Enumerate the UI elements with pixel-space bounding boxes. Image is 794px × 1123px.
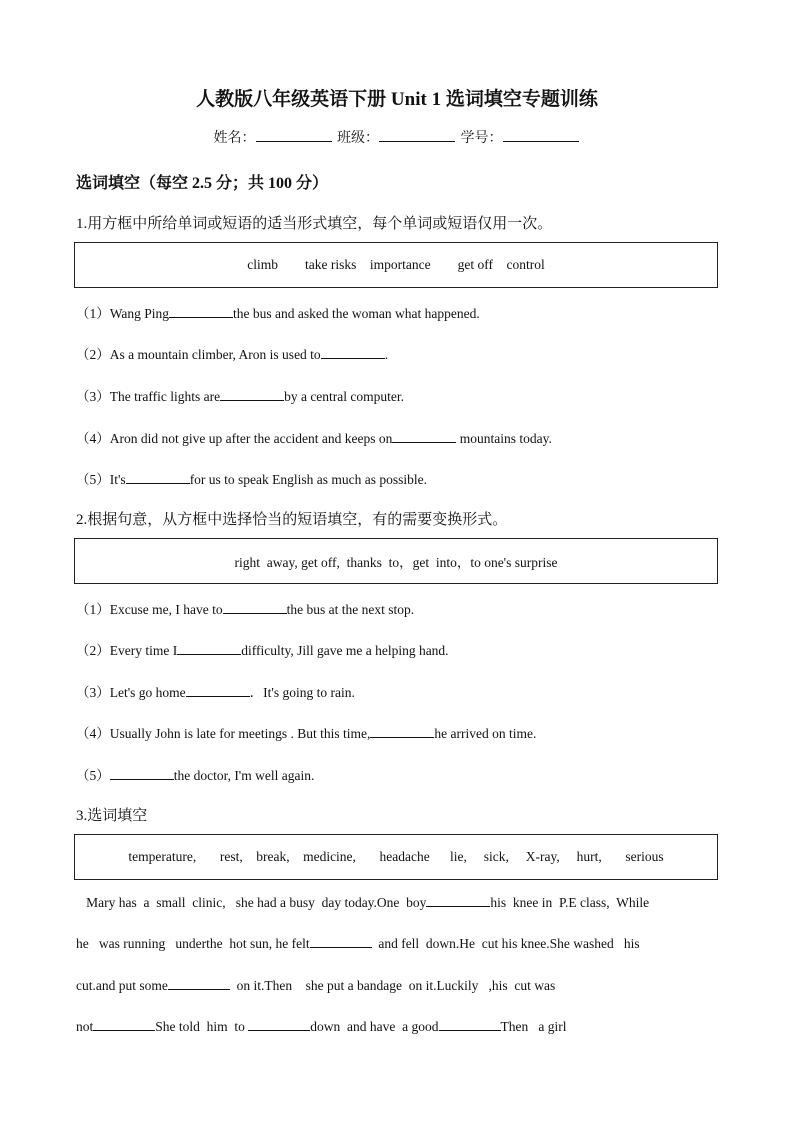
section-title: 选词填空（每空 2.5 分；共 100 分） [76, 175, 329, 192]
answer-blank[interactable] [177, 642, 241, 655]
id-field[interactable] [503, 127, 579, 142]
q2-title: 2.根据句意，从方框中选择恰当的短语填空，有的需要变换形式。 [76, 512, 508, 528]
passage-text: cut.and put some [76, 978, 168, 993]
passage-line [76, 894, 649, 911]
item-text: Wang Ping [109, 306, 170, 321]
q1-box-words: climb take risks importance get off control [247, 257, 545, 272]
item-number: （4） [76, 726, 110, 741]
answer-blank[interactable] [168, 977, 230, 990]
answer-blank[interactable] [223, 601, 287, 614]
q3-word-box [74, 834, 718, 880]
q1-item [76, 427, 552, 447]
item-text: It's [109, 472, 126, 487]
answer-blank[interactable] [126, 471, 190, 484]
passage-line [76, 935, 640, 952]
item-text: Aron did not give up after the accident and keeps on [109, 431, 393, 446]
passage-line [76, 1018, 566, 1035]
passage-text: his knee in P.E class, While [490, 895, 650, 910]
q3-title: 3.选词填空 [76, 808, 148, 824]
item-text: . [384, 347, 389, 362]
item-number: （4） [76, 431, 110, 446]
item-text: Excuse me, I have to [109, 602, 223, 617]
item-text: ．It's going to rain. [249, 685, 355, 700]
item-text: by a central computer. [284, 389, 405, 404]
item-text: The traffic lights are [109, 389, 221, 404]
passage-text: not [76, 1019, 94, 1034]
item-text: Every time I [109, 643, 178, 658]
passage-text: down and have a good [310, 1019, 439, 1034]
answer-blank[interactable] [248, 1018, 310, 1031]
q2-box-words: right away, get off, thanks to，get into，to one's surprise [234, 555, 558, 570]
q1-word-box [74, 242, 718, 288]
item-text: As a mountain climber, Aron is used to [109, 347, 321, 362]
answer-blank[interactable] [426, 894, 490, 907]
item-text: the bus and asked the woman what happened. [233, 306, 480, 321]
answer-blank[interactable] [169, 305, 233, 318]
item-number: （5） [76, 472, 110, 487]
q1-item [76, 385, 404, 405]
answer-blank[interactable] [220, 388, 284, 401]
q1-item [76, 468, 427, 488]
item-number: （3） [76, 389, 110, 404]
id-label: 学号： [460, 131, 503, 146]
passage-text: and fell down.He cut his knee.She washed his [371, 936, 640, 951]
item-number: （1） [76, 602, 110, 617]
q2-word-box [74, 538, 718, 584]
q2-item [76, 722, 536, 742]
answer-blank[interactable] [392, 430, 456, 443]
q1-title: 1.用方框中所给单词或短语的适当形式填空，每个单词或短语仅用一次。 [76, 216, 553, 232]
answer-blank[interactable] [310, 935, 372, 948]
item-text: he arrived on time. [434, 726, 537, 741]
passage-text: he was running underthe hot sun, he felt [76, 936, 310, 951]
passage-text: on it.Then she put a bandage on it.Luckily ,his cut was [229, 978, 556, 993]
class-label: 班级： [337, 131, 379, 146]
answer-blank[interactable] [110, 767, 174, 780]
page-title: 人教版八年级英语下册 Unit 1 选词填空专题训练 [196, 89, 598, 110]
name-field[interactable] [256, 127, 332, 142]
item-text: for us to speak English as much as possible. [189, 472, 428, 487]
q3-box-words: temperature, rest, break, medicine, headache lie, sick, X-ray, hurt, serious [128, 849, 664, 864]
q2-item [76, 639, 449, 659]
name-label: 姓名： [213, 131, 256, 146]
q1-item [76, 302, 480, 322]
q2-item [76, 681, 355, 701]
item-text: Let's go home [109, 685, 186, 700]
answer-blank[interactable] [93, 1018, 155, 1031]
item-number: （1） [76, 306, 110, 321]
q2-item [76, 764, 314, 784]
answer-blank[interactable] [370, 725, 434, 738]
passage-text: She told him to [155, 1019, 249, 1034]
q1-item [76, 343, 388, 363]
q2-item [76, 598, 414, 618]
answer-blank[interactable] [321, 346, 385, 359]
passage-line [76, 977, 555, 994]
item-number: （2） [76, 347, 110, 362]
item-text: the doctor, I'm well again. [173, 768, 315, 783]
item-number: （5） [76, 768, 110, 783]
item-text: the bus at the next stop. [286, 602, 415, 617]
item-text: mountains today. [456, 431, 552, 446]
student-info [0, 127, 794, 147]
item-number: （3） [76, 685, 110, 700]
item-text: Usually John is late for meetings . But this time, [109, 726, 371, 741]
passage-text: Then a girl [500, 1019, 567, 1034]
class-field[interactable] [379, 127, 455, 142]
item-number: （2） [76, 643, 110, 658]
answer-blank[interactable] [439, 1018, 501, 1031]
answer-blank[interactable] [186, 684, 250, 697]
item-text: difficulty, Jill gave me a helping hand. [241, 643, 449, 658]
passage-text: Mary has a small clinic, she had a busy day today.One boy [76, 895, 427, 910]
